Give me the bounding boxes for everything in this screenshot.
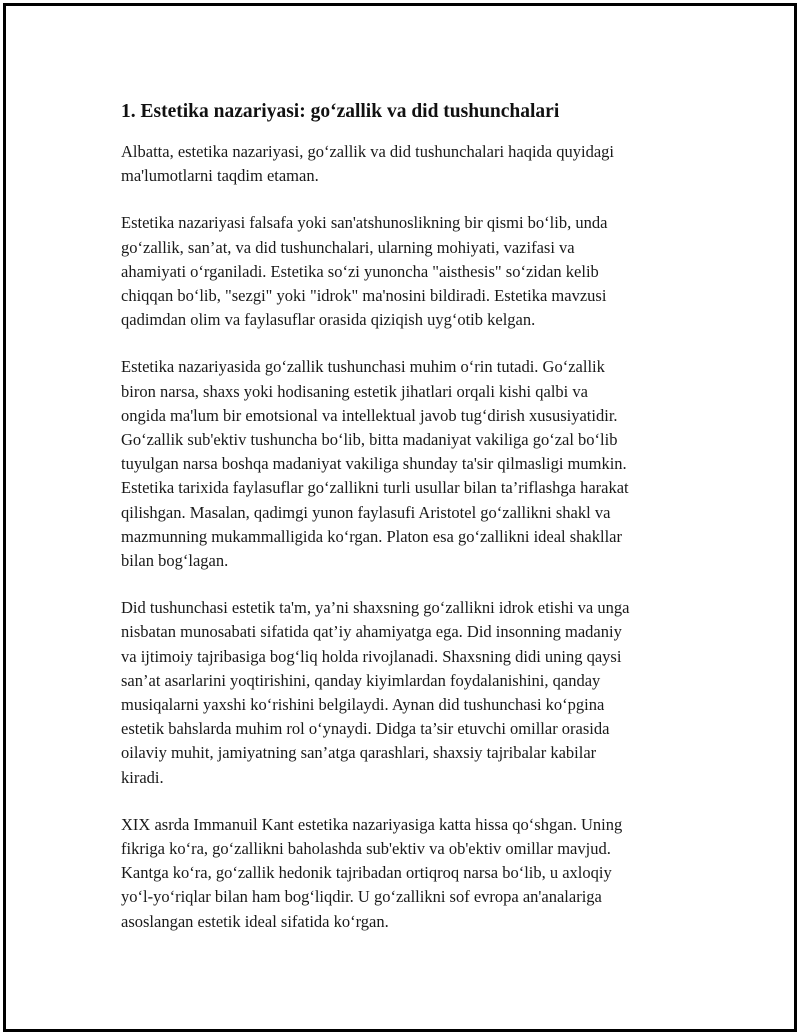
paragraph-line: tuyulgan narsa boshqa madaniyat vakiliga shunday ta'sir qilmasligi mumkin.	[121, 454, 627, 474]
paragraph-line: Estetika tarixida faylasuflar go‘zallikni turli usullar bilan ta’riflashga harakat	[121, 478, 629, 498]
paragraph-line: kiradi.	[121, 767, 164, 787]
document-heading: 1. Estetika nazariyasi: go‘zallik va did tushunchalari	[121, 101, 560, 122]
paragraph-line: Albatta, estetika nazariyasi, go‘zallik va did tushunchalari haqida quyidagi	[121, 142, 615, 161]
paragraph-line: qilishgan. Masalan, qadimgi yunon faylasufi Aristotel go‘zallikni shakl va	[121, 502, 611, 522]
paragraph-line: ahamiyati o‘rganiladi. Estetika so‘zi yunoncha "aisthesis" so‘zidan kelib	[121, 261, 599, 281]
paragraph-line: ma'lumotlarni taqdim etaman.	[121, 166, 319, 186]
paragraph-line: oilaviy muhit, jamiyatning san’atga qarashlari, shaxsiy tajribalar kabilar	[121, 743, 597, 763]
paragraph-line: fikriga ko‘ra, go‘zallikni baholashda sub'ektiv va ob'ektiv omillar mavjud.	[121, 839, 611, 859]
paragraph-3	[121, 355, 693, 573]
page-frame	[3, 3, 797, 1032]
document-body	[121, 98, 693, 957]
paragraph-line: Did tushunchasi estetik ta'm, ya’ni shaxsning go‘zallikni idrok etishi va unga	[121, 598, 630, 618]
paragraph-line: va ijtimoiy tajribasiga bog‘liq holda rivojlanadi. Shaxsning didi uning qaysi	[121, 646, 622, 666]
paragraph-line: nisbatan munosabati sifatida qat’iy ahamiyatga ega. Did insonning madaniy	[121, 622, 622, 642]
paragraph-line: biron narsa, shaxs yoki hodisaning estetik jihatlari orqali kishi qalbi va	[121, 381, 588, 401]
paragraph-line: estetik bahslarda muhim rol o‘ynaydi. Didga ta’sir etuvchi omillar orasida	[121, 719, 610, 739]
paragraph-line: musiqalarni yaxshi ko‘rishini belgilaydi. Aynan did tushunchasi ko‘pgina	[121, 695, 605, 715]
paragraph-2	[121, 211, 693, 332]
paragraph-line: go‘zallik, san’at, va did tushunchalari, ularning mohiyati, vazifasi va	[121, 237, 575, 257]
paragraph-line: Go‘zallik sub'ektiv tushuncha bo‘lib, bitta madaniyat vakiliga go‘zal bo‘lib	[121, 430, 618, 450]
paragraph-line: qadimdan olim va faylasuflar orasida qiziqish uyg‘otib kelgan.	[121, 310, 536, 330]
paragraph-5	[121, 813, 693, 934]
paragraph-line: Kantga ko‘ra, go‘zallik hedonik tajribadan ortiqroq narsa bo‘lib, u axloqiy	[121, 863, 612, 883]
paragraph-line: san’at asarlarini yoqtirishini, qanday kiyimlardan foydalanishini, qanday	[121, 670, 601, 690]
paragraph-line: XIX asrda Immanuil Kant estetika nazariyasiga katta hissa qo‘shgan. Uning	[121, 814, 623, 834]
paragraph-line: chiqqan bo‘lib, "sezgi" yoki "idrok" ma'nosini bildiradi. Estetika mavzusi	[121, 286, 607, 306]
paragraph-line: mazmunning mukammalligida ko‘rgan. Platon esa go‘zallikni ideal shakllar	[121, 526, 622, 546]
paragraph-list	[121, 140, 693, 934]
paragraph-line: bilan bog‘lagan.	[121, 551, 229, 571]
paragraph-line: asoslangan estetik ideal sifatida ko‘rgan.	[121, 911, 389, 931]
paragraph-4	[121, 596, 693, 790]
paragraph-line: Estetika nazariyasi falsafa yoki san'atshunoslikning bir qismi bo‘lib, unda	[121, 213, 608, 233]
paragraph-line: Estetika nazariyasida go‘zallik tushunchasi muhim o‘rin tutadi. Go‘zallik	[121, 357, 605, 377]
paragraph-line: ongida ma'lum bir emotsional va intellektual javob tug‘dirish xususiyatidir.	[121, 405, 618, 425]
paragraph-line: yo‘l-yo‘riqlar bilan ham bog‘liqdir. U go‘zallikni sof evropa an'analariga	[121, 887, 602, 907]
paragraph-1	[121, 140, 693, 188]
